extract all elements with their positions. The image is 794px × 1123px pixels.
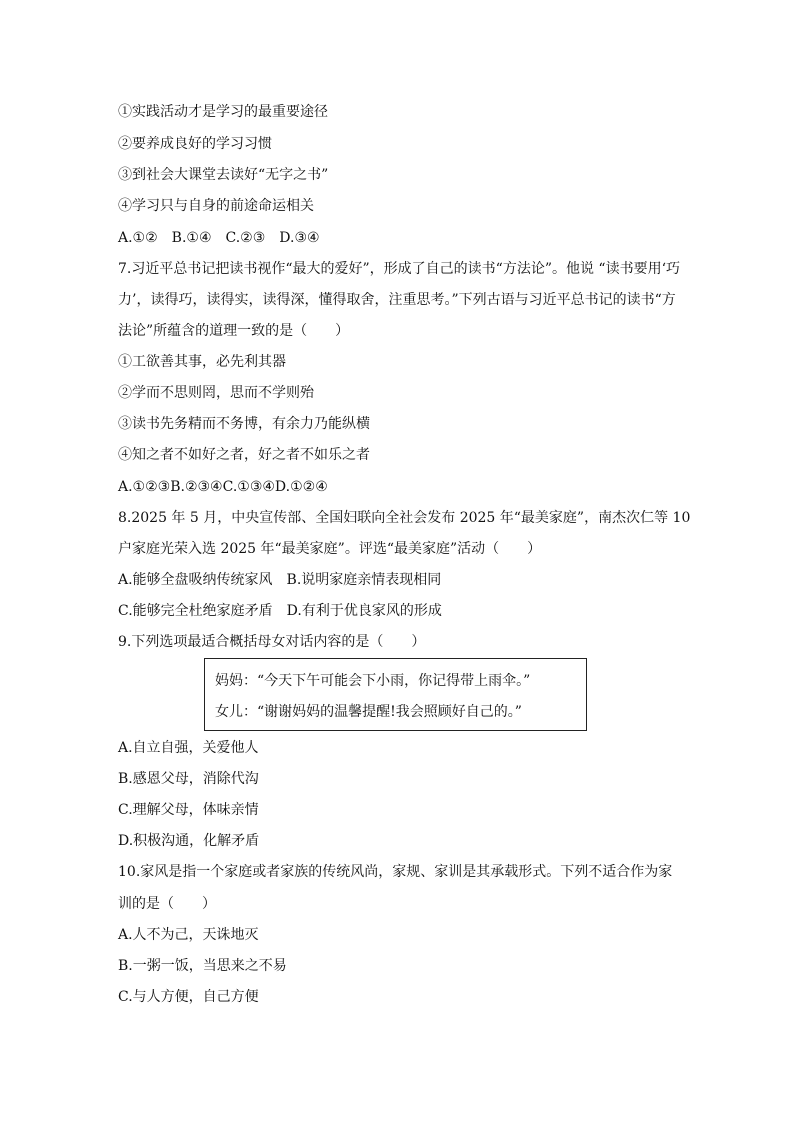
q7-statement-1: ①工欲善其事，必先利其器 [118,354,286,370]
q10-stem-line-2: 训的是（ ） [118,896,216,912]
q7-stem-line-1: 7.习近平总书记把读书视作“最大的爱好”，形成了自己的读书“方法论”。他说 “读书要用‘巧 [118,261,681,277]
q6-choices: A.①② B.①④ C.②③ D.③④ [118,230,320,246]
q9-choice-b: B.感恩父母，消除代沟 [118,771,259,787]
q9-dialog-box [204,658,587,731]
q6-statement-4: ④学习只与自身的前途命运相关 [118,198,314,214]
q10-choice-b: B.一粥一饭，当思来之不易 [118,958,287,974]
q7-choices: A.①②③B.②③④C.①③④D.①②④ [118,479,328,495]
q9-dialog-mother: 妈妈：“今天下午可能会下小雨，你记得带上雨伞。” [215,673,531,689]
q8-stem-line-2: 户家庭光荣入选 2025 年“最美家庭”。评选“最美家庭”活动（ ） [118,541,542,557]
q9-choice-a: A.自立自强，关爱他人 [118,740,259,756]
q7-statement-2: ②学而不思则罔，思而不学则殆 [118,385,314,401]
q10-choice-c: C.与人方便，自己方便 [118,989,259,1005]
q6-statement-1: ①实践活动才是学习的最重要途径 [118,104,328,120]
q6-statement-2: ②要养成良好的学习习惯 [118,136,272,152]
q7-stem-line-2: 力’，读得巧，读得实，读得深，懂得取舍，注重思考。”下列古语与习近平总书记的读书“方 [118,292,676,308]
q7-statement-4: ④知之者不如好之者，好之者不如乐之者 [118,447,370,463]
q8-choices-line-2: C.能够完全杜绝家庭矛盾 D.有利于优良家风的形成 [118,603,442,619]
q7-statement-3: ③读书先务精而不务博，有余力乃能纵横 [118,416,370,432]
q9-choice-c: C.理解父母，体味亲情 [118,802,259,818]
q8-choices-line-1: A.能够全盘吸纳传统家风 B.说明家庭亲情表现相同 [118,572,442,588]
q9-dialog-daughter: 女儿：“谢谢妈妈的温馨提醒!我会照顾好自己的。” [215,704,522,720]
q8-stem-line-1: 8.2025 年 5 月，中央宣传部、全国妇联向全社会发布 2025 年“最美家庭”，南杰次仁等 10 [118,510,691,526]
q6-statement-3: ③到社会大课堂去读好“无字之书” [118,167,329,183]
q9-stem: 9.下列选项最适合概括母女对话内容的是（ ） [118,634,426,650]
q7-stem-line-3: 法论”所蕴含的道理一致的是（ ） [118,323,350,339]
q9-choice-d: D.积极沟通，化解矛盾 [118,833,260,849]
q10-choice-a: A.人不为己，天诛地灭 [118,927,259,943]
q10-stem-line-1: 10.家风是指一个家庭或者家族的传统风尚，家规、家训是其承载形式。下列不适合作为家 [118,864,673,880]
